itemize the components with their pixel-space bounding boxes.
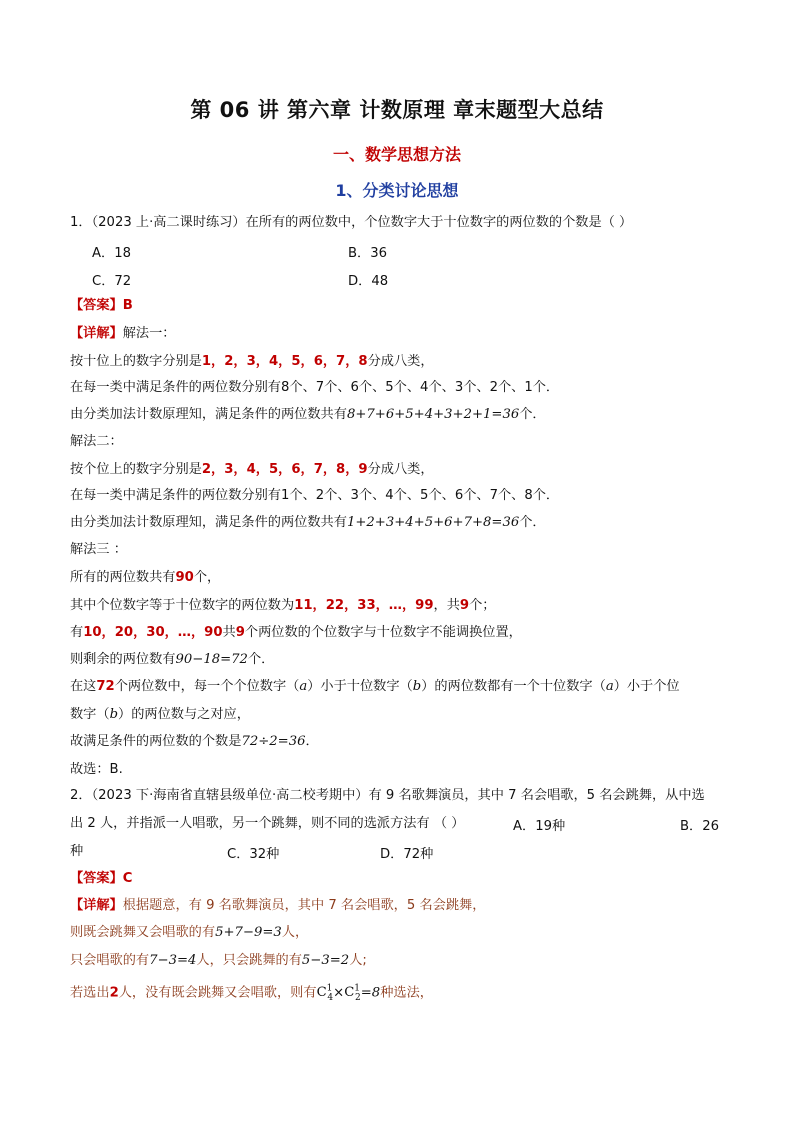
m3-line-3: 有10，20，30，…，90共9个两位数的个位数字与十位数字不能调换位置，: [70, 625, 522, 640]
q1-stem: 1．（2023 上·高二课时练习）在所有的两位数中，个位数字大于十位数字的两位数的个数是（ ）: [70, 215, 633, 230]
method2-title: 解法二：: [70, 434, 123, 449]
q1-option-a: A．18: [92, 246, 131, 261]
q2-detail-line-1: 【详解】根据题意，有 9 名歌舞演员，其中 7 名会唱歌，5 名会跳舞，: [70, 898, 486, 913]
q1-option-b: B．36: [348, 246, 388, 261]
q1-answer: [70, 297, 133, 315]
q2-stem-line-2: 出 2 人，并指派一人唱歌，另一个跳舞，则不同的选派方法有 （ ）: [70, 816, 465, 831]
m1-line-2: 在每一类中满足条件的两位数分别有8个、7个、6个、5个、4个、3个、2个、1个．: [70, 380, 560, 395]
answer-value: C: [122, 871, 133, 886]
q2-stem-line-3: 种: [70, 844, 84, 859]
m2-line-3: 由分类加法计数原理知，满足条件的两位数共有1+2+3+4+5+6+7+8=36个．: [70, 515, 546, 530]
q1-final: 故选：B.: [70, 762, 123, 777]
q1-detail-label-line: [70, 325, 176, 343]
m3-line-7: 故满足条件的两位数的个数是72÷2=36．: [70, 734, 319, 749]
detail-label: 【详解】: [70, 326, 123, 341]
method3-title: 解法三 ：: [70, 542, 127, 557]
combination-1: $C^1_4$: [316, 984, 334, 1004]
subsection-heading: 1、分类讨论思想: [335, 181, 459, 200]
m3-line-4: 则剩余的两位数有90−18=72个．: [70, 652, 275, 667]
q2-detail-line-2: 则既会跳舞又会唱歌的有5+7−9=3人，: [70, 925, 309, 940]
q2-detail-line-4: 若选出2人，没有既会跳舞又会唱歌，则有$C^1_4\times C^1_2=8$种选法，: [70, 984, 433, 1004]
answer-label: 【答案】: [70, 871, 123, 886]
m3-line-5: 在这72个两位数中，每一个个位数字（a）小于十位数字（b）的两位数都有一个十位数字（a）小于个位: [70, 679, 680, 694]
q2-option-c: C．32种: [227, 847, 280, 862]
q2-option-b: B．26: [680, 819, 720, 834]
m2-line-1: 按个位上的数字分别是2，3，4，5，6，7，8，9分成八类，: [70, 462, 434, 477]
q2-option-d: D．72种: [380, 847, 434, 862]
m3-line-6: 数字（b）的两位数与之对应，: [70, 707, 250, 722]
m1-line-3: 由分类加法计数原理知，满足条件的两位数共有8+7+6+5+4+3+2+1=36个．: [70, 407, 546, 422]
m3-line-2: 其中个位数字等于十位数字的两位数为11，22，33，…，99，共9个；: [70, 598, 496, 613]
q2-option-a: A．19种: [513, 819, 566, 834]
section-heading: 一、数学思想方法: [332, 145, 461, 164]
q2-detail-line-3: 只会唱歌的有7−3=4人，只会跳舞的有5−3=2人;: [70, 953, 367, 968]
m3-line-1: 所有的两位数共有90个，: [70, 570, 221, 585]
m1-line-1: 按十位上的数字分别是1，2，3，4，5，6，7，8分成八类，: [70, 354, 434, 369]
answer-value: B: [122, 298, 133, 313]
page-title: 第 06 讲 第六章 计数原理 章末题型大总结: [190, 98, 604, 122]
method1-title: 解法一：: [122, 326, 176, 341]
q1-option-c: C．72: [92, 274, 132, 289]
q2-stem-line-1: 2．（2023 下·海南省直辖县级单位·高二校考期中）有 9 名歌舞演员，其中 7 名会唱歌，5 名会跳舞，从中选: [70, 788, 705, 803]
q2-answer: [70, 870, 132, 888]
combination-2: $C^1_2$: [344, 984, 361, 1004]
answer-label: 【答案】: [70, 298, 123, 313]
q1-option-d: D．48: [348, 274, 389, 289]
m2-line-2: 在每一类中满足条件的两位数分别有1个、2个、3个、4个、5个、6个、7个、8个．: [70, 488, 560, 503]
detail-label: 【详解】: [70, 898, 123, 913]
